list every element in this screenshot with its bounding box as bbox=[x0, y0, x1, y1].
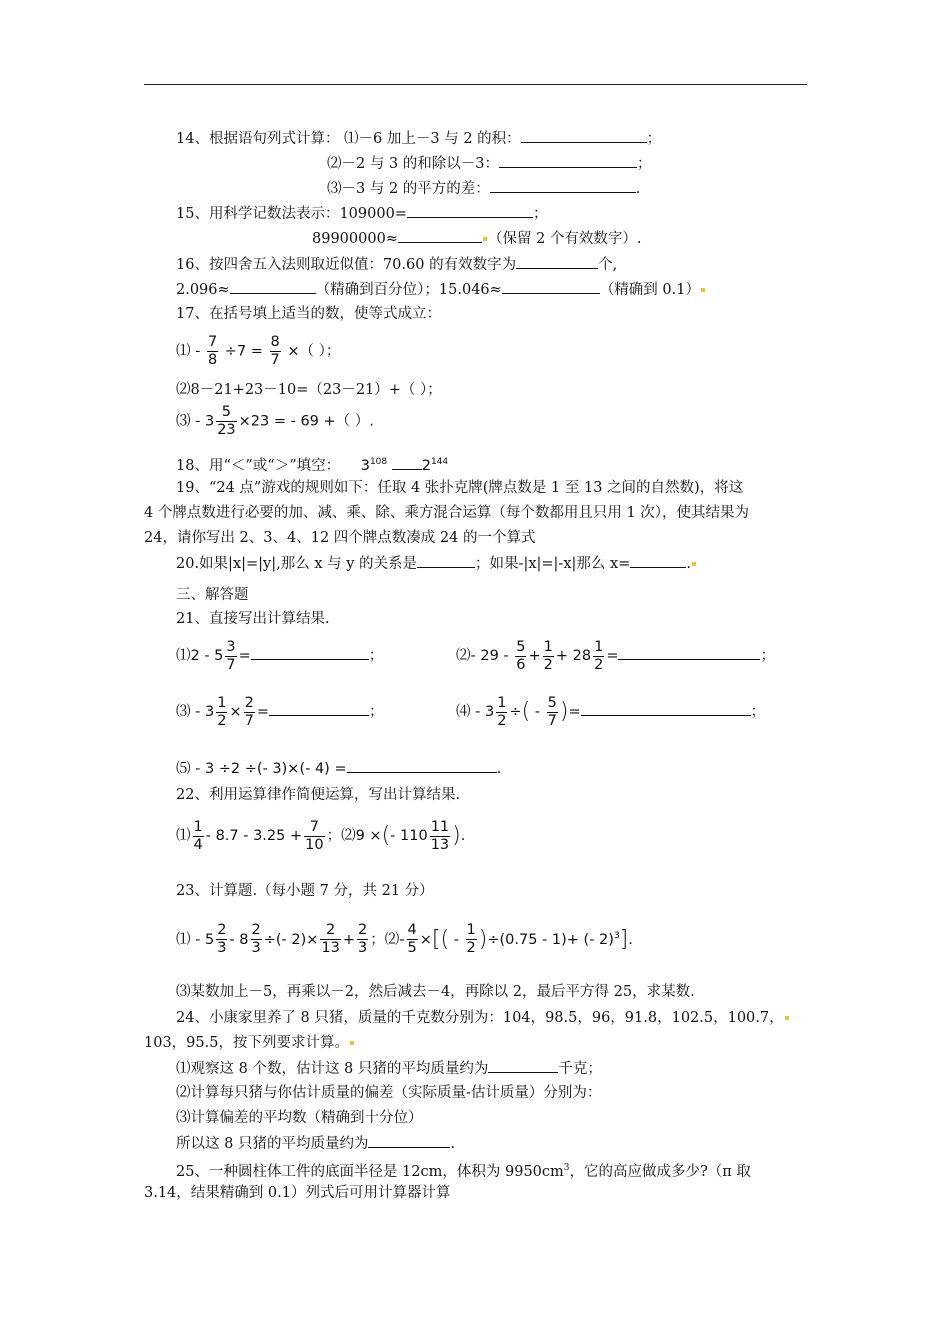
fraction: $\frac{7}{10}$ bbox=[305, 818, 324, 853]
q21-title: 21、直接写出计算结果. bbox=[176, 611, 330, 627]
answer-blank[interactable] bbox=[516, 254, 598, 269]
q25-line1: 25、一种圆柱体工件的底面半径是 12cm，体积为 $9950cm^3$，它的高应做成多少?（π 取 bbox=[176, 1163, 751, 1180]
q23-parts: ⑴ - 5 $\frac{2}{3}$ - 8 $\frac{2}{3}$ ÷(- 2)× $\frac{2}{13}$ + $\frac{2}{3}$ ；⑵- $\frac{4}{5}$ ×[( - $\frac{1}{2}$ )÷(0.75 - 1)+ (- 2)$^3$]. bbox=[176, 922, 633, 957]
answer-blank[interactable] bbox=[417, 553, 475, 568]
answer-blank[interactable] bbox=[618, 645, 760, 660]
answer-blank[interactable] bbox=[392, 455, 422, 470]
fraction: $\frac{2}{13}$ bbox=[321, 922, 340, 957]
q21-part5: ⑸ - 3 ÷2 ÷(- 3)×(- 4) = . bbox=[176, 758, 501, 779]
dot-mark bbox=[701, 288, 705, 292]
fraction: $\frac{2}{3}$ bbox=[358, 922, 368, 957]
q21-part4: ⑷ - 3 $\frac{1}{2}$ ÷( - $\frac{5}{7}$ )= ； bbox=[456, 694, 766, 729]
answer-blank[interactable] bbox=[368, 1133, 450, 1148]
q24-line1: 24、小康家里养了 8 只猪，质量的千克数分别为：104，98.5，96，91.8，102.5，100.7， bbox=[176, 1008, 790, 1028]
power-b: $2^{144}$ bbox=[421, 457, 449, 474]
q16-line1: 16、按四舍五入法则取近似值：70.60 的有效数字为 个, bbox=[176, 254, 617, 275]
q16-line2: 2.096≈ （精确到百分位）；15.046≈ （精确到 0.1） bbox=[176, 279, 706, 300]
answer-blank[interactable] bbox=[269, 701, 369, 716]
fraction: $\frac{2}{3}$ bbox=[217, 922, 227, 957]
q20-line: 20.如果|x|=|y|,那么 x 与 y 的关系是 ；如果-|x|=|-x|那么 x= . bbox=[176, 553, 697, 574]
answer-blank[interactable] bbox=[521, 128, 647, 143]
fraction: $\frac{8}{7}$ bbox=[270, 334, 280, 368]
answer-blank[interactable] bbox=[499, 153, 637, 168]
q17-part3: ⑶ - 3 $\frac{5}{23}$ ×23 = - 69 +（ ）. bbox=[176, 404, 374, 438]
q19-line2: 4 个牌点数进行必要的加、减、乘、除、乘方混合运算（每个数都用且只用 1 次），使其结果为 bbox=[144, 505, 750, 521]
answer-blank[interactable] bbox=[347, 758, 497, 773]
answer-blank[interactable] bbox=[488, 1058, 558, 1073]
dot-mark bbox=[785, 1016, 789, 1020]
q23-title: 23、计算题.（每小题 7 分，共 21 分） bbox=[176, 883, 434, 899]
q22-title: 22、利用运算律作简便运算，写出计算结果. bbox=[176, 787, 461, 803]
q18-line: 18、用“＜”或“＞”填空： $3^{108}$ $2^{144}$ bbox=[176, 452, 448, 476]
fraction: $\frac{4}{5}$ bbox=[407, 922, 417, 957]
fraction: $\frac{7}{8}$ bbox=[207, 334, 218, 368]
power-a: $3^{108}$ bbox=[360, 457, 388, 474]
q14-line1: 14、根据语句列式计算： ⑴－6 加上－3 与 2 的积： ； bbox=[176, 128, 661, 149]
dot-mark bbox=[692, 562, 696, 566]
q19-line3: 24，请你写出 2、3、4、12 四个牌点数凑成 24 的一个算式 bbox=[144, 530, 536, 546]
section-title: 三、解答题 bbox=[176, 587, 249, 603]
fraction: $\frac{1}{2}$ bbox=[543, 638, 553, 673]
dot-mark bbox=[483, 237, 487, 241]
fraction: $\frac{3}{7}$ bbox=[226, 638, 236, 673]
fraction: $\frac{2}{3}$ bbox=[251, 922, 261, 957]
answer-blank[interactable] bbox=[581, 701, 751, 716]
fraction: $\frac{1}{2}$ bbox=[217, 694, 227, 729]
answer-blank[interactable] bbox=[407, 203, 533, 218]
fraction: $\frac{1}{4}$ bbox=[193, 818, 203, 853]
q15-line1: 15、用科学记数法表示：109000= ； bbox=[176, 203, 547, 224]
answer-blank[interactable] bbox=[398, 228, 482, 243]
q21-part3: ⑶ - 3 $\frac{1}{2}$ × $\frac{2}{7}$ = ； bbox=[176, 694, 384, 729]
fraction: $\frac{11}{13}$ bbox=[430, 818, 450, 853]
q25-line2: 3.14，结果精确到 0.1）列式后可用计算器计算 bbox=[144, 1185, 451, 1201]
fraction: $\frac{2}{7}$ bbox=[244, 694, 254, 729]
q24-sub4: 所以这 8 只猪的平均质量约为 . bbox=[176, 1133, 455, 1154]
fraction: $\frac{1}{2}$ bbox=[466, 922, 476, 957]
q14-line2: ⑵－2 与 3 的和除以－3： ； bbox=[327, 153, 652, 174]
answer-blank[interactable] bbox=[630, 553, 686, 568]
q23-part3: ⑶某数加上－5，再乘以－2，然后减去－4，再除以 2，最后平方得 25，求某数. bbox=[176, 984, 695, 1000]
answer-blank[interactable] bbox=[251, 645, 369, 660]
answer-blank[interactable] bbox=[502, 279, 600, 294]
q24-sub1: ⑴观察这 8 个数，估计这 8 只猪的平均质量约为 千克； bbox=[176, 1058, 602, 1079]
q21-part2: ⑵- 29 - $\frac{5}{6}$ + $\frac{1}{2}$ + 28 $\frac{1}{2}$ = ； bbox=[456, 638, 775, 673]
answer-blank[interactable] bbox=[230, 279, 316, 294]
q19-line1: 19、“24 点”游戏的规则如下：任取 4 张扑克牌(牌点数是 1 至 13 之间的自然数)，将这 bbox=[176, 480, 744, 496]
q24-line2: 103，95.5，按下列要求计算。 bbox=[144, 1033, 355, 1053]
q15-line2: 89900000≈ （保留 2 个有效数字）. bbox=[312, 228, 642, 249]
q21-part1: ⑴2 - 5 $\frac{3}{7}$ = ； bbox=[176, 638, 384, 673]
q24-sub3: ⑶计算偏差的平均数（精确到十分位） bbox=[176, 1110, 423, 1126]
fraction: $\frac{5}{6}$ bbox=[516, 638, 526, 673]
answer-blank[interactable] bbox=[490, 178, 636, 193]
fraction: $\frac{5}{23}$ bbox=[217, 404, 236, 438]
fraction: $\frac{1}{2}$ bbox=[497, 694, 507, 729]
fraction: $\frac{1}{2}$ bbox=[594, 638, 604, 673]
q17-part2: ⑵8－21+23－10=（23－21）+（ ）； bbox=[176, 382, 442, 398]
q17-title: 17、在括号填上适当的数，使等式成立： bbox=[176, 306, 441, 322]
q24-sub2: ⑵计算每只猪与你估计质量的偏差（实际质量-估计质量）分别为： bbox=[176, 1085, 602, 1101]
q22-parts: ⑴ $\frac{1}{4}$ - 8.7 - 3.25 + $\frac{7}{10}$ ；⑵9 ×(- 110 $\frac{11}{13}$ ). bbox=[176, 818, 466, 853]
dot-mark bbox=[350, 1041, 354, 1045]
q17-part1: ⑴ - $\frac{7}{8}$ ÷7 = $\frac{8}{7}$ ×（ ）； bbox=[176, 334, 341, 368]
q14-line3: ⑶－3 与 2 的平方的差： . bbox=[327, 178, 640, 199]
fraction: $\frac{5}{7}$ bbox=[547, 694, 557, 729]
header-rule bbox=[144, 84, 807, 85]
